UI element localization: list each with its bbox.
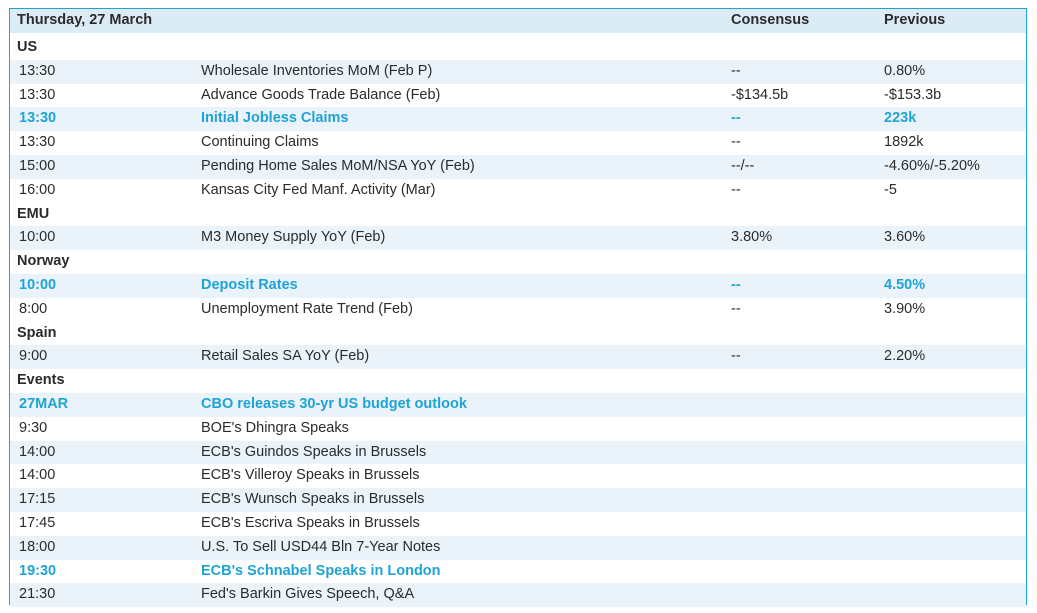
table-row: [10, 155, 1026, 179]
time-cell: 13:30: [19, 110, 57, 127]
previous-cell: 1892k: [884, 134, 924, 151]
table-row: [10, 464, 1026, 488]
event-cell: M3 Money Supply YoY (Feb): [201, 229, 386, 246]
time-cell: 16:00: [19, 181, 56, 198]
consensus-cell: 3.80%: [731, 229, 773, 246]
table-row: [10, 298, 1026, 322]
event-cell: ECB's Villeroy Speaks in Brussels: [201, 467, 420, 484]
table-row: [10, 107, 1026, 131]
time-cell: 21:30: [19, 586, 56, 603]
event-cell: Kansas City Fed Manf. Activity (Mar): [201, 181, 436, 198]
calendar-table: [9, 8, 1027, 605]
time-cell: 14:00: [19, 467, 56, 484]
region-label: EMU: [17, 205, 50, 222]
consensus-cell: --: [731, 134, 741, 151]
region-heading: [10, 36, 1026, 60]
event-cell: ECB's Guindos Speaks in Brussels: [201, 443, 427, 460]
consensus-cell: --: [731, 110, 741, 127]
table-row: [10, 345, 1026, 369]
event-cell: ECB's Escriva Speaks in Brussels: [201, 515, 420, 531]
time-cell: 19:30: [19, 562, 57, 579]
event-cell: BOE's Dhingra Speaks: [201, 419, 349, 436]
previous-cell: 0.80%: [884, 62, 926, 79]
consensus-cell: --: [731, 348, 741, 365]
table-row: [10, 393, 1026, 417]
event-cell: U.S. To Sell USD44 Bln 7-Year Notes: [201, 538, 441, 555]
time-cell: 13:30: [19, 86, 56, 103]
date-heading: Thursday, 27 March: [17, 12, 153, 28]
event-cell: Deposit Rates: [201, 277, 298, 293]
previous-cell: 2.20%: [884, 348, 926, 365]
region-heading: [10, 322, 1026, 346]
consensus-heading: Consensus: [731, 12, 810, 28]
previous-heading: Previous: [884, 12, 946, 28]
event-cell: Fed's Barkin Gives Speech, Q&A: [201, 586, 415, 603]
region-heading: [10, 203, 1026, 227]
table-row: [10, 226, 1026, 250]
event-cell: Unemployment Rate Trend (Feb): [201, 300, 413, 317]
previous-cell: 223k: [884, 110, 917, 127]
region-label: Spain: [17, 324, 57, 341]
time-cell: 13:30: [19, 62, 56, 79]
table-row: [10, 536, 1026, 560]
consensus-cell: --: [731, 300, 741, 317]
table-row: [10, 179, 1026, 203]
event-cell: ECB's Schnabel Speaks in London: [201, 562, 441, 579]
consensus-cell: --: [731, 62, 741, 79]
previous-cell: -$153.3b: [884, 86, 942, 103]
region-label: US: [17, 39, 38, 55]
event-cell: CBO releases 30-yr US budget outlook: [201, 396, 467, 412]
time-cell: 9:30: [19, 419, 48, 436]
consensus-cell: -$134.5b: [731, 86, 789, 103]
table-row: [10, 417, 1026, 441]
event-cell: Advance Goods Trade Balance (Feb): [201, 86, 441, 103]
table-row: [10, 60, 1026, 84]
event-cell: ECB's Wunsch Speaks in Brussels: [201, 491, 425, 508]
consensus-cell: --: [731, 277, 741, 293]
time-cell: 10:00: [19, 277, 57, 293]
time-cell: 18:00: [19, 538, 56, 555]
event-cell: Initial Jobless Claims: [201, 110, 349, 127]
time-cell: 13:30: [19, 134, 56, 151]
time-cell: 17:45: [19, 515, 56, 531]
consensus-cell: --/--: [731, 158, 755, 174]
region-label: Norway: [17, 253, 70, 270]
event-cell: Continuing Claims: [201, 134, 319, 151]
time-cell: 27MAR: [19, 396, 69, 412]
table-row: [10, 583, 1026, 607]
table-row: [10, 131, 1026, 155]
time-cell: 10:00: [19, 229, 56, 246]
table-row: [10, 84, 1026, 108]
previous-cell: 4.50%: [884, 277, 926, 293]
previous-cell: -5: [884, 181, 897, 198]
time-cell: 8:00: [19, 300, 48, 317]
region-label: Events: [17, 372, 65, 389]
previous-cell: 3.60%: [884, 229, 926, 246]
event-cell: Retail Sales SA YoY (Feb): [201, 348, 370, 365]
table-header: [10, 9, 1026, 33]
table-row: [10, 274, 1026, 298]
event-cell: Pending Home Sales MoM/NSA YoY (Feb): [201, 158, 475, 174]
time-cell: 17:15: [19, 491, 56, 508]
previous-cell: -4.60%/-5.20%: [884, 158, 980, 174]
table-row: [10, 441, 1026, 465]
region-heading: [10, 369, 1026, 393]
table-row: [10, 560, 1026, 584]
consensus-cell: --: [731, 181, 741, 198]
previous-cell: 3.90%: [884, 300, 926, 317]
time-cell: 15:00: [19, 158, 56, 174]
region-heading: [10, 250, 1026, 274]
event-cell: Wholesale Inventories MoM (Feb P): [201, 62, 433, 79]
time-cell: 9:00: [19, 348, 48, 365]
time-cell: 14:00: [19, 443, 56, 460]
table-row: [10, 488, 1026, 512]
table-row: [10, 512, 1026, 536]
